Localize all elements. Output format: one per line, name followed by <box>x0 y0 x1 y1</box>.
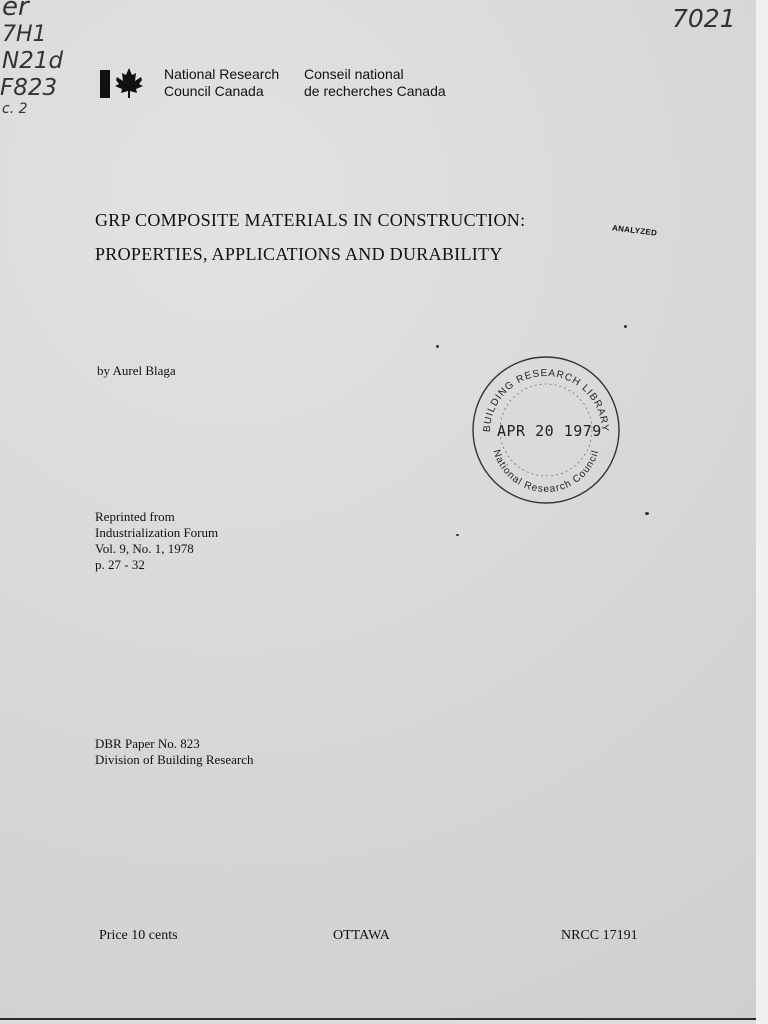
reprint-line: p. 27 - 32 <box>95 557 145 572</box>
reprint-line: Reprinted from <box>95 509 175 524</box>
city-label: OTTAWA <box>333 928 390 943</box>
dbr-line: Division of Building Research <box>95 752 254 767</box>
paper-speck <box>645 512 649 515</box>
org-name-french <box>304 66 446 100</box>
analyzed-stamp: ANALYZED <box>611 223 658 238</box>
svg-text:National Research Council: National Research Council <box>490 448 602 496</box>
handwritten-note: er <box>2 0 29 22</box>
handwritten-note: N21d <box>2 48 64 74</box>
org-en-line: National Research <box>164 66 280 82</box>
nrcc-number: NRCC 17191 <box>561 928 638 943</box>
handwritten-note: c. 2 <box>2 101 28 117</box>
paper-speck <box>436 345 439 348</box>
org-fr-line: de recherches Canada <box>304 83 446 99</box>
document-title-line-1: GRP COMPOSITE MATERIALS IN CONSTRUCTION: <box>95 210 526 230</box>
dbr-line: DBR Paper No. 823 <box>95 736 200 751</box>
handwritten-note: 7H1 <box>2 22 47 47</box>
org-name-english <box>164 66 279 100</box>
paper-speck <box>624 325 627 328</box>
price-label: Price 10 cents <box>99 928 178 943</box>
handwritten-accession-number: 7021 <box>672 4 736 33</box>
reprint-info <box>95 509 218 573</box>
paper-speck <box>456 534 459 536</box>
reprint-line: Vol. 9, No. 1, 1978 <box>95 541 194 556</box>
org-en-line: Council Canada <box>164 83 264 99</box>
document-title-line-2: PROPERTIES, APPLICATIONS AND DURABILITY <box>95 244 503 264</box>
reprint-line: Industrialization Forum <box>95 525 219 540</box>
handwritten-note: F823 <box>0 75 58 101</box>
stamp-date: APR 20 1979 <box>497 422 602 440</box>
author-line: by Aurel Blaga <box>97 363 176 378</box>
svg-text:BUILDING RESEARCH LIBRARY: BUILDING RESEARCH LIBRARY <box>481 367 611 433</box>
org-fr-line: Conseil national <box>304 66 404 82</box>
page-edge <box>756 0 768 1024</box>
canada-maple-leaf-icon <box>112 66 146 100</box>
logo-flag-bar <box>100 70 110 98</box>
dbr-info <box>95 736 254 768</box>
